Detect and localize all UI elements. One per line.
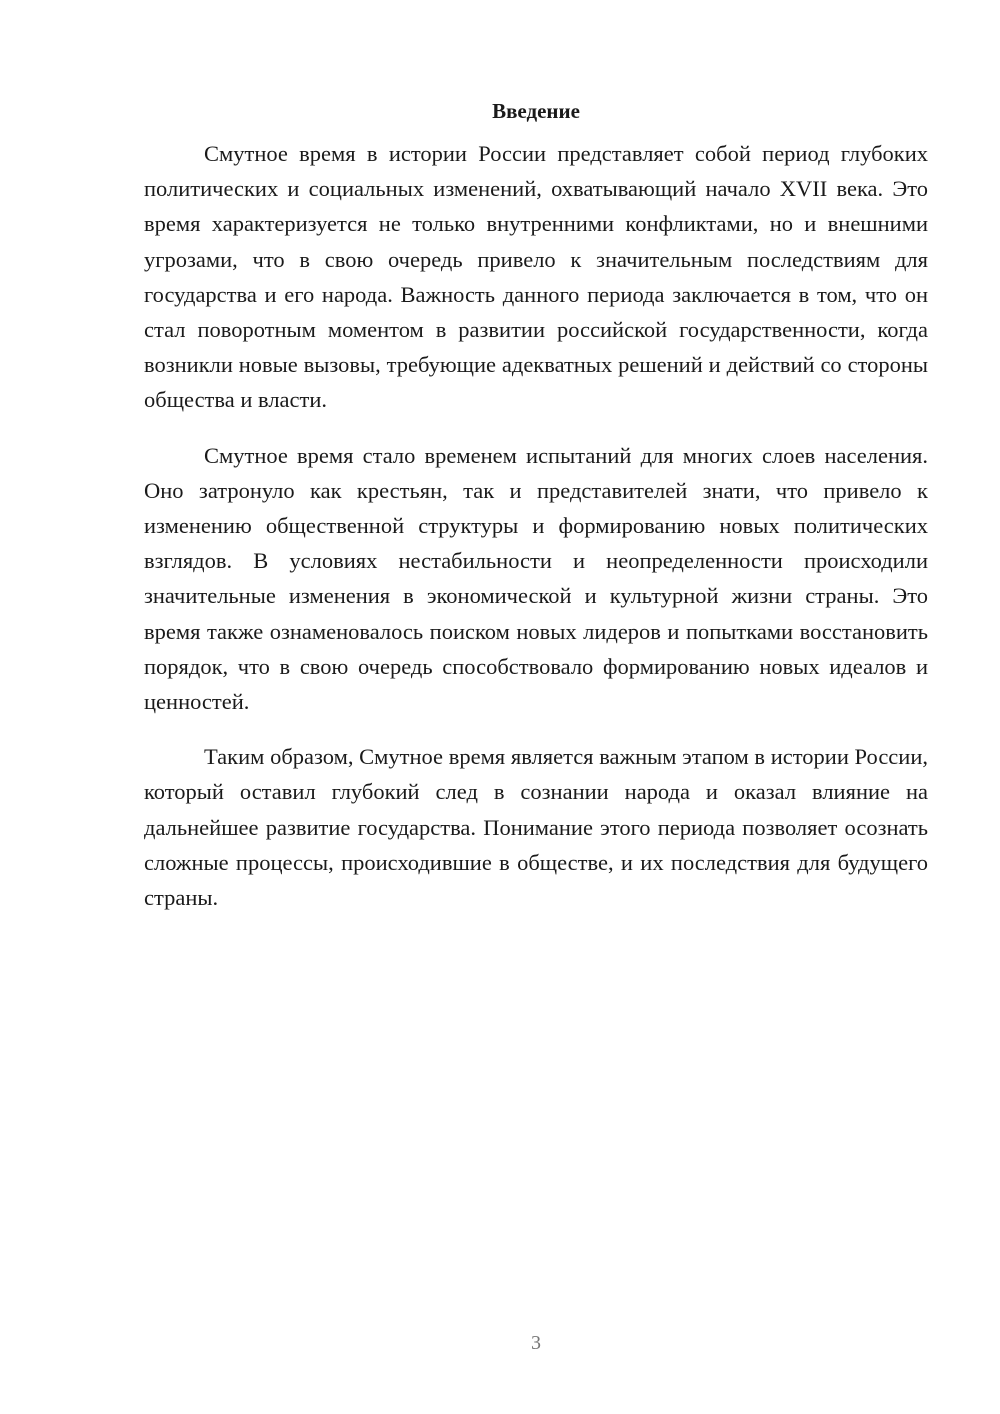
page-content xyxy=(144,94,928,935)
paragraph-3: Таким образом, Смутное время является важным этапом в истории России, который оставил глубокий след в сознании народа и оказал влияние на дальнейшее развитие государства. Понимание этого периода позволяет осознать сложные процессы, происходившие в обществе, и их последствия для будущего страны. xyxy=(144,744,928,911)
section-heading: Введение xyxy=(492,99,580,123)
page-number: 3 xyxy=(531,1332,541,1354)
paragraph-2: Смутное время стало временем испытаний для многих слоев населения. Оно затронуло как крестьян, так и представителей знати, что привело к изменению общественной структуры и формированию новых политических взглядов. В условиях нестабильности и неопределенности происходили значительные изменения в экономической и культурной жизни страны. Это время также ознаменовалось поиском новых лидеров и попытками восстановить порядок, что в свою очередь способствовало формированию новых идеалов и ценностей. xyxy=(144,442,928,715)
paragraph-1: Смутное время в истории России представляет собой период глубоких политических и социальных изменений, охватывающий начало XVII века. Это время характеризуется не только внутренними конфликтами, но и внешними угрозами, что в свою очередь привело к значительным последствиям для государства и его народа. Важность данного периода заключается в том, что он стал поворотным моментом в развитии российской государственности, когда возникли новые вызовы, требующие адекватных решений и действий со стороны общества и власти. xyxy=(144,141,928,413)
